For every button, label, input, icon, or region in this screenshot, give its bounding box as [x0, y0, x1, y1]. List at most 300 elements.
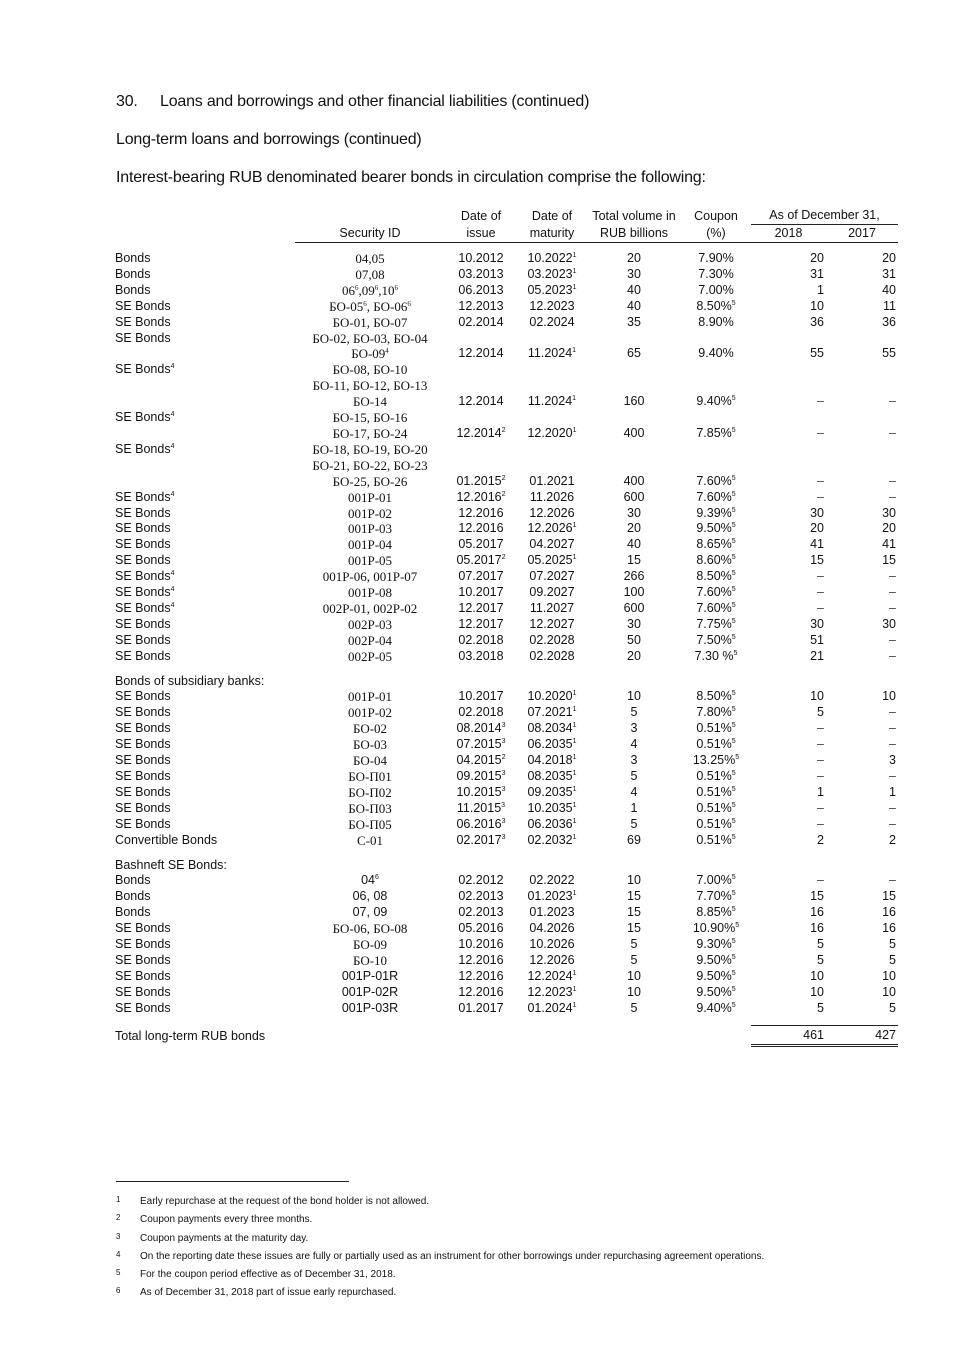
- value-2018: 16: [810, 921, 824, 936]
- footnote-ref: 5: [731, 906, 736, 914]
- total-volume: 400: [623, 425, 645, 440]
- table-row: [113, 905, 898, 921]
- total-volume: [587, 458, 681, 474]
- total-volume: [587, 331, 681, 347]
- date-of-maturity: 12.2023$^1$: [527, 984, 577, 999]
- table-row: [113, 474, 898, 490]
- footnote-ref: 4: [170, 363, 175, 371]
- security-id: БО-10: [352, 952, 388, 968]
- security-id: БО-06, БО-08: [332, 921, 408, 937]
- value-2017: 10: [882, 689, 896, 704]
- coupon-rate: 7.60%$^5$: [696, 585, 736, 600]
- row-label: SE Bonds: [115, 737, 171, 752]
- total-volume: 15: [627, 921, 641, 936]
- value-2017: [826, 858, 898, 874]
- value-2017: 30: [882, 505, 896, 520]
- table-row: [113, 410, 898, 426]
- footnote-ref: 1: [572, 690, 577, 698]
- footnote-ref: 5: [731, 538, 736, 546]
- footnote-ref: 3: [501, 738, 506, 746]
- value-2018: [751, 362, 826, 378]
- coupon-rate: [681, 410, 751, 426]
- row-label: SE Bonds: [115, 632, 171, 647]
- date-of-issue: 07.2015$^3$: [456, 737, 506, 752]
- security-id: 07, 09: [352, 905, 388, 920]
- total-volume: 4: [630, 784, 638, 799]
- footnote-ref: 1: [572, 722, 577, 730]
- row-label: SE Bonds$^4$: [115, 441, 175, 456]
- total-volume: 20: [627, 648, 641, 663]
- footnote-text: Coupon payments at the maturity day.: [140, 1232, 309, 1244]
- table-row: [113, 737, 898, 753]
- footnotes: [116, 1192, 764, 1302]
- row-label: SE Bonds: [115, 984, 171, 999]
- value-2017: 36: [882, 314, 896, 329]
- footnote-ref: 5: [731, 969, 736, 977]
- date-of-maturity: 06.2035$^1$: [527, 737, 577, 752]
- table-row: [113, 721, 898, 737]
- security-id: [295, 674, 445, 690]
- date-of-issue: 12.2014: [458, 394, 504, 409]
- value-2018: –: [817, 394, 824, 409]
- value-2017: 15: [882, 553, 896, 568]
- date-of-maturity: 01.2023: [529, 905, 575, 920]
- footnote-text: As of December 31, 2018 part of issue early repurchased.: [140, 1287, 397, 1299]
- total-volume: 5: [630, 952, 638, 967]
- value-2018: 36: [810, 314, 824, 329]
- table-row: [113, 753, 898, 769]
- security-id: 002P-05: [347, 648, 393, 664]
- footnote-divider: [116, 1181, 349, 1182]
- footnote-ref: 1: [572, 522, 577, 530]
- date-of-maturity: [517, 410, 587, 426]
- table-header-row-2: [113, 225, 898, 243]
- security-id: 001P-02R: [341, 984, 399, 999]
- date-of-issue: 10.2017: [458, 585, 504, 600]
- date-of-maturity: 12.2026: [529, 952, 575, 967]
- coupon-rate: 7.50%$^5$: [696, 632, 736, 647]
- coupon-rate: 13.25%$^5$: [692, 753, 740, 768]
- security-id: БО-П05: [348, 816, 392, 832]
- table-row: [113, 1001, 898, 1017]
- table-row: [113, 801, 898, 817]
- date-of-issue: 05.2017$^2$: [456, 553, 506, 568]
- coupon-rate: 7.00%: [698, 282, 734, 297]
- date-of-maturity: [517, 362, 587, 378]
- table-intro: Interest-bearing RUB denominated bearer bonds in circulation comprise the following:: [116, 169, 706, 186]
- value-2017: 2: [889, 832, 896, 847]
- date-of-maturity: 12.2026: [529, 505, 575, 520]
- footnote-ref: 1: [572, 785, 577, 793]
- row-label: SE Bonds: [115, 521, 171, 536]
- date-of-maturity: 09.2035$^1$: [527, 784, 577, 799]
- date-of-maturity: 05.2023$^1$: [527, 282, 577, 297]
- table-row: [113, 426, 898, 442]
- footnote-ref: 5: [731, 299, 736, 307]
- row-label: SE Bonds: [115, 769, 171, 783]
- date-of-issue: 12.2017: [458, 616, 504, 631]
- total-volume: 5: [630, 1000, 638, 1015]
- coupon-rate: 0.51%$^5$: [696, 769, 736, 783]
- footnote-ref: 2: [501, 474, 506, 482]
- date-of-issue: 05.2017: [458, 537, 504, 552]
- value-2017: –: [889, 648, 896, 663]
- date-of-maturity: 01.2024$^1$: [527, 1000, 577, 1015]
- footnote-ref: 5: [731, 817, 736, 825]
- footnote-number: 5: [116, 1268, 121, 1278]
- value-2018: –: [817, 600, 824, 615]
- footnote-ref: 5: [731, 874, 736, 882]
- total-volume: 30: [627, 505, 641, 520]
- date-of-maturity: 02.2028: [529, 648, 575, 663]
- security-id: БО-21, БО-22, БО-23: [312, 457, 428, 473]
- date-of-maturity: 10.2020$^1$: [527, 689, 577, 704]
- total-volume: 35: [627, 314, 641, 329]
- footnote-text: Coupon payments every three months.: [140, 1214, 313, 1226]
- security-id: $БО-05^6$, $БО-06^6$: [329, 298, 411, 314]
- table-row: [113, 299, 898, 315]
- table-row: [113, 362, 898, 378]
- date-of-issue: 11.2015$^3$: [456, 800, 506, 815]
- value-2018: –: [817, 569, 824, 584]
- date-of-maturity: 11.2027: [529, 600, 575, 615]
- total-volume: 30: [627, 616, 641, 631]
- total-volume: 3: [630, 753, 638, 768]
- security-id: БО-18, БО-19, БО-20: [312, 441, 428, 457]
- footnote-ref: 1: [572, 395, 577, 403]
- header-total-volume: Total volume in: [592, 208, 676, 223]
- total-volume: 30: [627, 266, 641, 281]
- date-of-maturity: 01.2021: [529, 473, 575, 488]
- table-row: [113, 833, 898, 849]
- coupon-rate: 7.70%$^5$: [696, 889, 736, 904]
- section-title: Loans and borrowings and other financial liabilities (continued): [160, 93, 590, 110]
- table-row: [113, 617, 898, 633]
- value-2017: 31: [882, 266, 896, 281]
- footnote-ref: 1: [572, 890, 577, 898]
- value-2017: [826, 674, 898, 690]
- total-volume: 10: [627, 968, 641, 983]
- date-of-maturity: 04.2018$^1$: [527, 753, 577, 768]
- footnote-ref: 1: [572, 706, 577, 714]
- total-volume: [587, 674, 681, 690]
- row-label: SE Bonds: [115, 753, 171, 768]
- value-2018: 10: [810, 298, 824, 313]
- total-volume: 15: [627, 553, 641, 568]
- security-id: БО-14: [352, 394, 388, 410]
- value-2018: 30: [810, 616, 824, 631]
- footnote-ref: 4: [170, 570, 175, 578]
- row-label: Bonds: [115, 251, 151, 265]
- footnote-ref: 2: [501, 554, 506, 562]
- total-volume: 100: [623, 585, 645, 600]
- coupon-rate: 9.40%$^5$: [696, 394, 736, 409]
- value-2018: 10: [810, 984, 824, 999]
- coupon-rate: 8.90%: [698, 314, 734, 329]
- footnote-ref: 1: [572, 267, 577, 275]
- date-of-issue: 02.2013: [458, 889, 504, 904]
- footnote-number: 1: [116, 1195, 121, 1204]
- row-label: SE Bonds: [115, 1000, 171, 1015]
- coupon-rate: 7.60%$^5$: [696, 473, 736, 488]
- row-label: [113, 426, 295, 442]
- header-2018: 2018: [751, 225, 826, 243]
- date-of-issue: 03.2013: [458, 266, 504, 281]
- date-of-maturity: 11.2024$^1$: [527, 394, 577, 409]
- footnote: [116, 1192, 764, 1210]
- date-of-maturity: 12.2023: [529, 298, 575, 313]
- section-heading: [116, 93, 589, 111]
- date-of-issue: 02.2018: [458, 632, 504, 647]
- header-pct: (%): [681, 225, 751, 243]
- row-label: SE Bonds: [115, 937, 171, 952]
- value-2017: 3: [889, 753, 896, 768]
- table-row: [113, 458, 898, 474]
- total-volume: 15: [627, 889, 641, 904]
- bonds-table: [113, 207, 898, 1047]
- security-id: 06, 08: [352, 889, 388, 904]
- coupon-rate: 9.50%$^5$: [696, 984, 736, 999]
- footnote-ref: 3: [501, 817, 506, 825]
- date-of-issue: [445, 362, 517, 378]
- header-date-of-maturity: Date of: [531, 208, 573, 223]
- date-of-maturity: 10.2026: [529, 937, 575, 952]
- security-id: 002P-01, 002P-02: [322, 600, 418, 616]
- value-2017: –: [889, 737, 896, 752]
- coupon-rate: 7.75%$^5$: [696, 616, 736, 631]
- date-of-maturity: 08.2034$^1$: [527, 721, 577, 736]
- date-of-maturity: 01.2023$^1$: [527, 889, 577, 904]
- value-2018: 20: [810, 521, 824, 536]
- table-row: [113, 553, 898, 569]
- value-2017: –: [889, 873, 896, 888]
- row-label: SE Bonds: [115, 553, 171, 568]
- coupon-rate: [681, 362, 751, 378]
- coupon-rate: 8.65%$^5$: [696, 537, 736, 552]
- row-label: [113, 394, 295, 410]
- table-row: [113, 585, 898, 601]
- date-of-issue: 02.2017$^3$: [456, 832, 506, 847]
- row-label: Convertible Bonds: [115, 832, 218, 847]
- table-row: [113, 633, 898, 649]
- table-row: [113, 889, 898, 905]
- row-label: SE Bonds: [115, 314, 171, 329]
- table-row: [113, 689, 898, 705]
- value-2018: 15: [810, 553, 824, 568]
- footnote-ref: 2: [501, 754, 506, 762]
- value-2018: [751, 378, 826, 394]
- date-of-issue: [445, 674, 517, 690]
- date-of-maturity: 05.2025$^1$: [527, 553, 577, 568]
- security-id: БО-15, БО-16: [332, 410, 408, 426]
- coupon-rate: 7.90%: [698, 251, 734, 265]
- header-rub-billions: RUB billions: [587, 225, 681, 243]
- value-2017: –: [889, 394, 896, 409]
- security-id: 001P-05: [347, 553, 393, 569]
- value-2017: –: [889, 425, 896, 440]
- table-row: [113, 953, 898, 969]
- coupon-rate: 8.60%$^5$: [696, 553, 736, 568]
- total-volume: 40: [627, 298, 641, 313]
- date-of-maturity: 02.2032$^1$: [527, 832, 577, 847]
- row-label: Bonds: [115, 889, 151, 904]
- footnote-ref: 5: [731, 586, 736, 594]
- security-id: БО-08, БО-10: [332, 362, 408, 378]
- value-2017: 20: [882, 521, 896, 536]
- header-date-of-issue: Date of: [460, 208, 502, 223]
- footnote-ref: 5: [731, 706, 736, 714]
- value-2017: [826, 362, 898, 378]
- value-2018: 5: [817, 1000, 824, 1015]
- date-of-maturity: 10.2022$^1$: [527, 251, 577, 265]
- value-2018: 16: [810, 905, 824, 920]
- row-label: SE Bonds: [115, 689, 171, 704]
- header-maturity: maturity: [517, 225, 587, 243]
- footnote-ref: 3: [501, 833, 506, 841]
- value-2018: 5: [817, 952, 824, 967]
- row-label: SE Bonds: [115, 816, 171, 831]
- footnote-ref: 5: [731, 801, 736, 809]
- security-id: БО-П02: [348, 784, 392, 800]
- table-header-row-1: [113, 207, 898, 225]
- value-2018: [751, 674, 826, 690]
- value-2017: 41: [882, 537, 896, 552]
- footnote-text: For the coupon period effective as of December 31, 2018.: [140, 1269, 396, 1281]
- footnote-ref: 1: [572, 801, 577, 809]
- security-id: БО-09: [352, 937, 388, 953]
- coupon-rate: 9.40%: [698, 346, 734, 361]
- footnote-number: 4: [116, 1249, 121, 1259]
- date-of-issue: 12.2016: [458, 521, 504, 536]
- security-id: БО-25, БО-26: [332, 473, 408, 489]
- footnote-ref: 1: [572, 817, 577, 825]
- date-of-issue: 02.2012: [458, 873, 504, 888]
- value-2018: [751, 331, 826, 347]
- date-of-issue: 02.2013: [458, 905, 504, 920]
- row-label: SE Bonds: [115, 505, 171, 520]
- value-2017: 15: [882, 889, 896, 904]
- row-label: SE Bonds: [115, 537, 171, 552]
- table-row: [113, 705, 898, 721]
- value-2018: 1: [817, 784, 824, 799]
- security-id: 002P-03: [347, 616, 393, 632]
- value-2018: –: [817, 425, 824, 440]
- date-of-issue: 12.2016$^2$: [456, 489, 506, 504]
- date-of-issue: [445, 331, 517, 347]
- date-of-maturity: 11.2026: [529, 489, 575, 504]
- footnote-ref: 1: [572, 283, 577, 291]
- footnote-ref: 5: [731, 953, 736, 961]
- date-of-maturity: 06.2036$^1$: [527, 816, 577, 831]
- footnote-ref: 5: [731, 633, 736, 641]
- value-2017: 11: [883, 298, 896, 313]
- security-id: 04,05: [355, 251, 385, 266]
- value-2018: 1: [817, 282, 824, 297]
- date-of-issue: 12.2017: [458, 600, 504, 615]
- table-row: [113, 569, 898, 585]
- coupon-rate: [681, 674, 751, 690]
- security-id: БО-02: [352, 721, 388, 737]
- value-2018: [751, 858, 826, 874]
- coupon-rate: [681, 442, 751, 458]
- date-of-issue: 08.2014$^3$: [456, 721, 506, 736]
- security-id: 001P-03R: [341, 1000, 399, 1015]
- total-volume: 10: [627, 689, 641, 704]
- value-2018: [751, 410, 826, 426]
- header-security-id: Security ID: [295, 225, 445, 243]
- value-2017: –: [889, 569, 896, 584]
- table-row: [113, 985, 898, 1001]
- footnote: [116, 1229, 764, 1247]
- footnote-ref: 1: [572, 969, 577, 977]
- row-label: [113, 458, 295, 474]
- row-label: SE Bonds$^4$: [115, 410, 175, 425]
- date-of-issue: 12.2016: [458, 952, 504, 967]
- footnote-ref: 4: [170, 442, 175, 450]
- total-volume: 40: [627, 282, 641, 297]
- value-2018: [751, 442, 826, 458]
- total-volume: [587, 410, 681, 426]
- header-coupon: Coupon: [694, 208, 738, 223]
- value-2018: –: [817, 873, 824, 888]
- security-id: [295, 858, 445, 874]
- security-id: $04^6$: [361, 873, 379, 888]
- date-of-maturity: 07.2027: [529, 569, 575, 584]
- date-of-issue: 10.2012: [458, 251, 504, 265]
- footnote-number: 2: [116, 1213, 121, 1223]
- footnote: [116, 1265, 764, 1283]
- coupon-rate: 9.50%$^5$: [696, 521, 736, 536]
- coupon-rate: 7.60%$^5$: [696, 489, 736, 504]
- value-2017: 30: [882, 616, 896, 631]
- coupon-rate: 0.51%$^5$: [696, 816, 736, 831]
- footnote-ref: 4: [170, 586, 175, 594]
- total-volume: 4: [630, 737, 638, 752]
- footnote-ref: 5: [731, 738, 736, 746]
- table-row: [113, 490, 898, 506]
- security-id: $БО-09^4$: [351, 346, 389, 362]
- security-id: БО-17, БО-24: [332, 425, 408, 441]
- header-spacer: [113, 243, 898, 252]
- row-label: SE Bonds: [115, 968, 171, 983]
- coupon-rate: 0.51%$^5$: [696, 832, 736, 847]
- total-volume: 5: [630, 769, 638, 783]
- total-volume: [587, 442, 681, 458]
- value-2017: [826, 378, 898, 394]
- total-volume: 600: [623, 600, 645, 615]
- row-label: SE Bonds$^4$: [115, 569, 175, 584]
- footnote-ref: 3: [501, 770, 506, 777]
- value-2017: –: [889, 473, 896, 488]
- table-row: [113, 649, 898, 665]
- row-label: SE Bonds: [115, 648, 171, 663]
- total-volume: 5: [630, 816, 638, 831]
- table-row: [113, 858, 898, 874]
- date-of-issue: 12.2013: [458, 298, 504, 313]
- row-label: Bonds: [115, 905, 151, 920]
- date-of-issue: 12.2016: [458, 505, 504, 520]
- header-issue: issue: [445, 225, 517, 243]
- security-id: 001P-02: [347, 505, 393, 521]
- date-of-issue: [445, 442, 517, 458]
- footnote-ref: 5: [733, 649, 738, 657]
- value-2017: –: [889, 632, 896, 647]
- row-label: [113, 346, 295, 362]
- coupon-rate: 0.51%$^5$: [696, 800, 736, 815]
- footnote-ref: 3: [501, 785, 506, 793]
- coupon-rate: [681, 331, 751, 347]
- table-spacer: [113, 665, 898, 674]
